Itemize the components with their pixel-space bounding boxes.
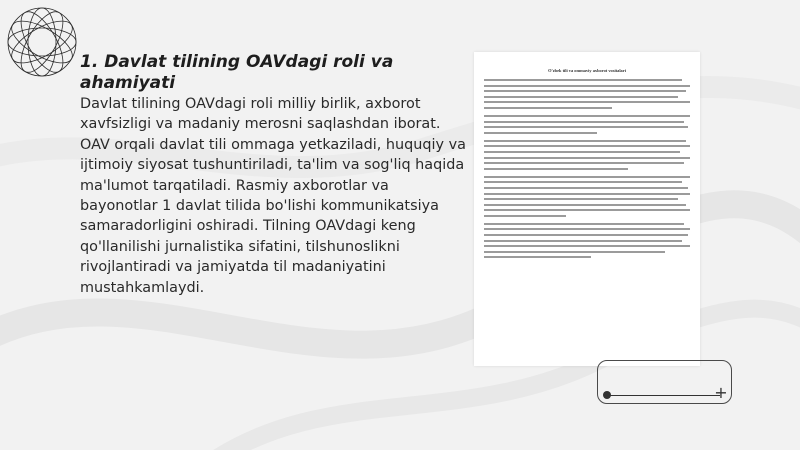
decorative-line (608, 395, 720, 396)
dot-icon (603, 391, 611, 399)
decorative-frame (597, 360, 732, 404)
document-paragraph (484, 223, 690, 259)
document-paragraph (484, 176, 690, 217)
slide-title: 1. Davlat tilining OAVdagi roli va ahamiyati (80, 52, 394, 93)
slide-body-text: Davlat tilining OAVdagi roli milliy birlik, axborot xavfsizligi va madaniy merosni saqlashdan iborat. OAV orqali davlat tili ommaga yetkaziladi, huquqiy va ijtimoiy siyosat tushuntiriladi, ta'lim va sog'liq haqida ma'lumot tarqatiladi. Rasmiy axborotlar va bayonotlar 1 davlat tilida bo'lishi kommunikatsiya samaradorligini oshiradi. Tilning OAVdagi keng qo'llanilishi jurnalistika sifatini, tilshunoslikni rivojlantiradi va jamiyatda til madaniyatini mustahkamlaydi. (80, 96, 466, 296)
document-paragraph (484, 115, 690, 134)
document-page-image (474, 52, 700, 366)
document-paragraph (484, 140, 690, 170)
spirograph-logo-icon (4, 4, 80, 80)
document-heading: O'zbek tili va ommaviy axborot vositalari (548, 68, 626, 73)
document-paragraph (484, 79, 690, 109)
plus-icon: + (714, 383, 728, 402)
